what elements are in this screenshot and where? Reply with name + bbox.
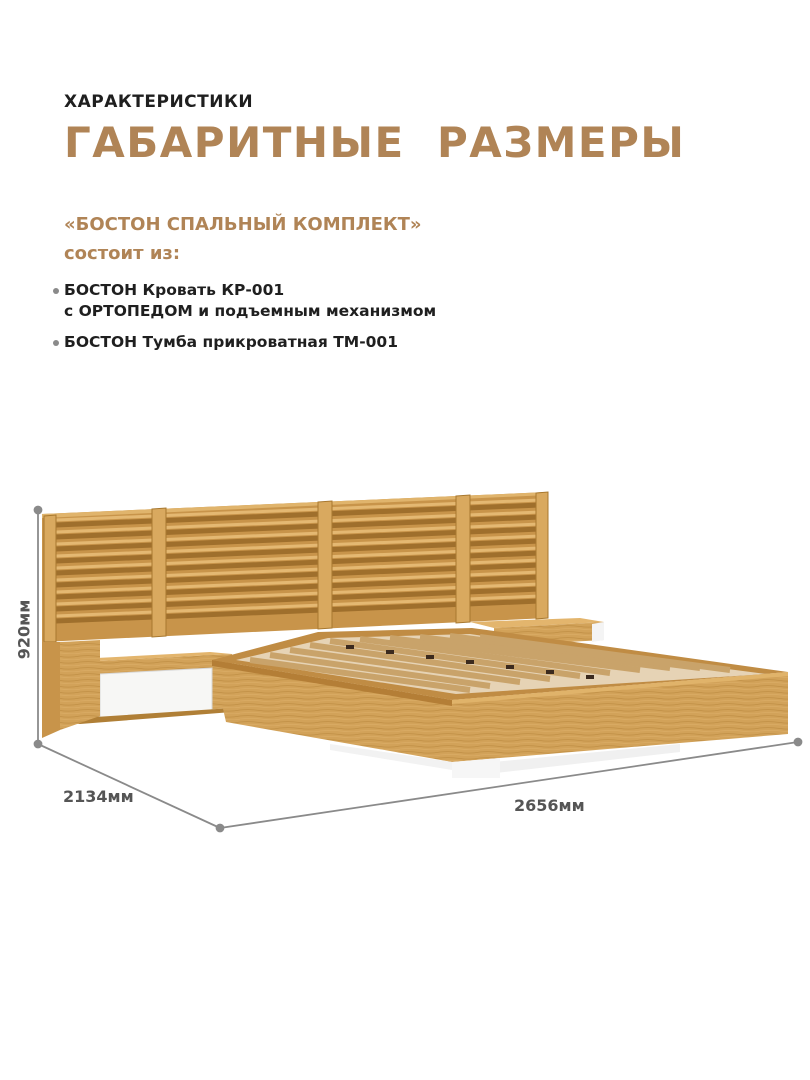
headboard: [42, 492, 548, 642]
width-dimension-label: 2656мм: [514, 796, 585, 815]
kit-name: «БОСТОН СПАЛЬНЫЙ КОМПЛЕКТ»: [64, 214, 422, 235]
list-item-nightstand: [64, 332, 436, 353]
list-item-line: БОСТОН Кровать КР-001: [64, 281, 285, 299]
component-list: [64, 280, 436, 363]
subtitle: ХАРАКТЕРИСТИКИ: [64, 92, 254, 112]
list-item-line: БОСТОН Тумба прикроватная ТМ-001: [64, 333, 398, 351]
left-nightstand: [42, 640, 232, 738]
depth-dimension-label: 2134мм: [63, 787, 134, 806]
bullet-icon: [53, 340, 59, 346]
bullet-icon: [53, 288, 59, 294]
page-title: ГАБАРИТНЫЕ РАЗМЕРЫ: [64, 118, 686, 167]
kit-consists-label: состоит из:: [64, 243, 181, 264]
list-item-line: с ОРТОПЕДОМ и подъемным механизмом: [64, 302, 437, 320]
height-dimension-label: 920мм: [14, 599, 34, 660]
list-item-bed: [64, 280, 436, 322]
